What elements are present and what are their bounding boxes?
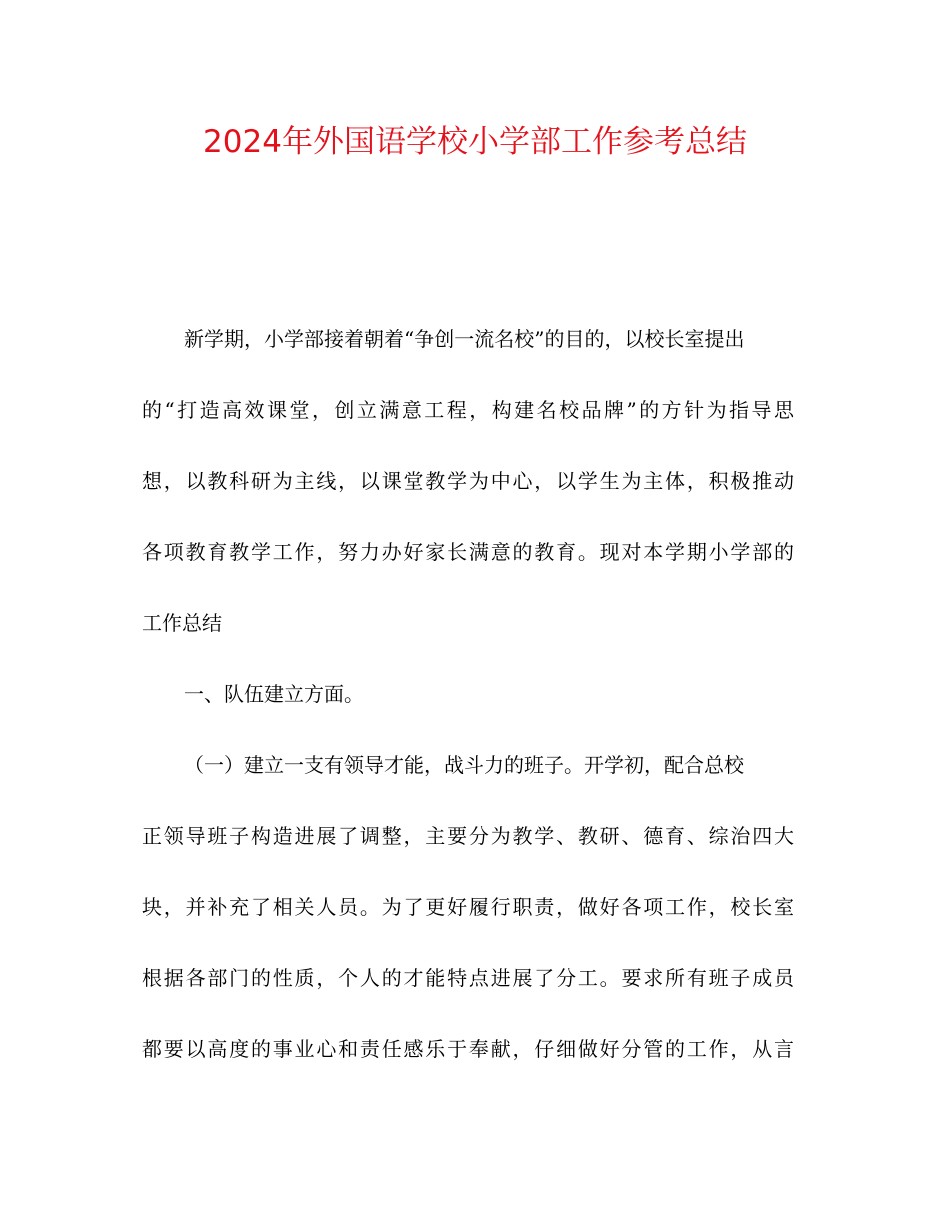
paragraph-line: 块，并补充了相关人员。为了更好履行职责，做好各项工作，校长室 bbox=[142, 895, 794, 919]
paragraph-line: 新学期，小学部接着朝着“争创一流名校”的目的，以校长室提出 bbox=[184, 327, 745, 351]
paragraph-line: 工作总结 bbox=[142, 611, 222, 635]
paragraph-line: 想，以教科研为主线，以课堂教学为中心，以学生为主体，积极推动 bbox=[142, 469, 794, 493]
document-title: 2024年外国语学校小学部工作参考总结 bbox=[203, 124, 747, 160]
paragraph-line: 都要以高度的事业心和责任感乐于奉献，仔细做好分管的工作，从言 bbox=[142, 1037, 794, 1061]
paragraph-line: （一）建立一支有领导才能，战斗力的班子。开学初，配合总校 bbox=[184, 753, 744, 777]
section-heading: 一、队伍建立方面。 bbox=[184, 682, 364, 706]
paragraph-line: 各项教育教学工作，努力办好家长满意的教育。现对本学期小学部的 bbox=[142, 540, 794, 564]
document-body bbox=[142, 319, 794, 1100]
paragraph-line: 根据各部门的性质，个人的才能特点进展了分工。要求所有班子成员 bbox=[142, 966, 794, 990]
paragraph-line: 正领导班子构造进展了调整，主要分为教学、教研、德育、综治四大 bbox=[142, 824, 794, 848]
paragraph-line: 的“打造高效课堂，创立满意工程，构建名校品牌”的方针为指导思 bbox=[142, 398, 794, 422]
